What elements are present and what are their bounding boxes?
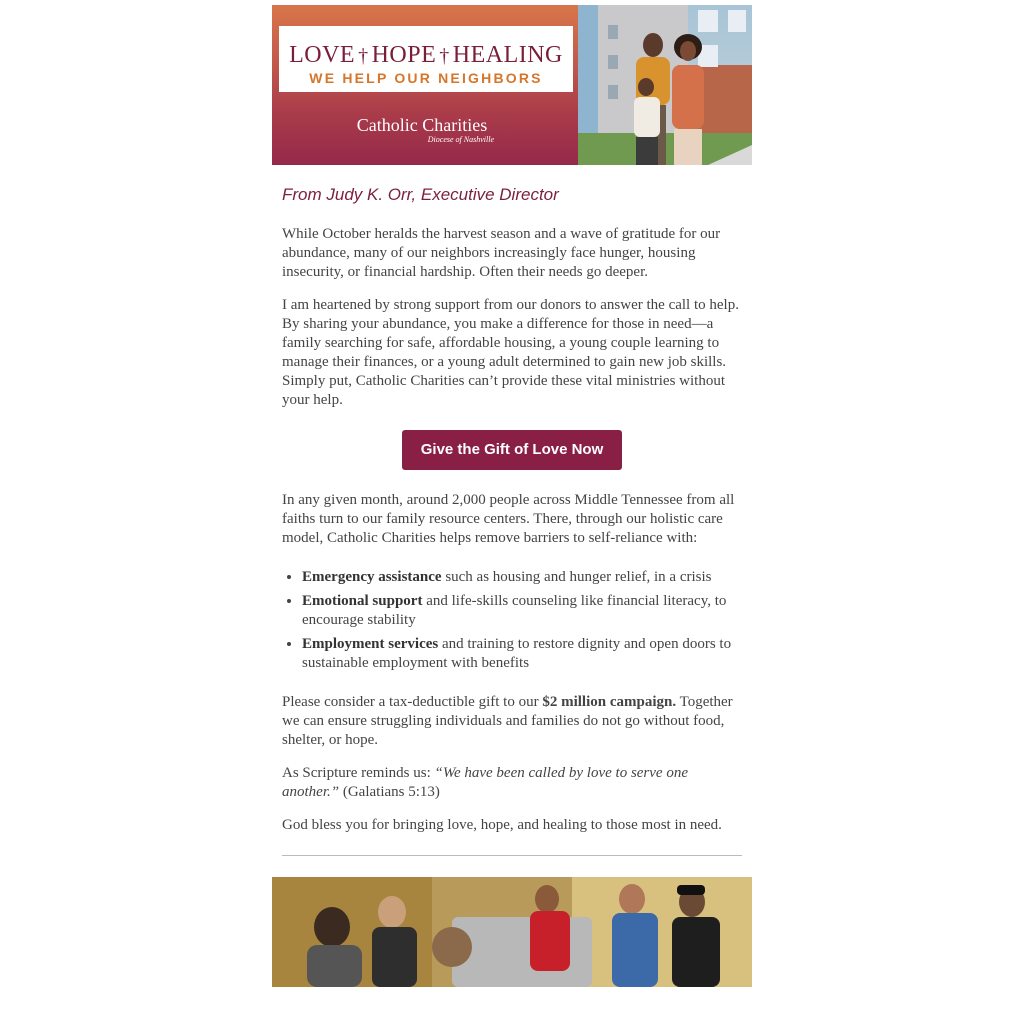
volunteers-photo-illustration bbox=[272, 877, 752, 987]
cta-container bbox=[282, 430, 742, 470]
letter-signature-heading: From Judy K. Orr, Executive Director bbox=[282, 185, 559, 204]
paragraph-resource-centers: In any given month, around 2,000 people across Middle Tennessee from all faiths turn to our family resource centers. There, through our holistic care model, Catholic Charities helps remove barriers to self-reliance with: bbox=[282, 492, 735, 546]
cross-icon: † bbox=[439, 45, 450, 67]
list-item-bold: Emergency assistance bbox=[302, 569, 442, 585]
list-item-text: and training to restore dignity and open doors to sustainable employment with benefits bbox=[302, 636, 732, 671]
org-logo-name: Catholic Charities bbox=[356, 115, 488, 135]
list-item bbox=[302, 635, 742, 673]
list-item bbox=[302, 592, 742, 630]
headline-box bbox=[279, 26, 573, 92]
services-list bbox=[282, 568, 742, 673]
paragraph-scripture bbox=[282, 764, 742, 802]
email-body bbox=[272, 5, 752, 987]
list-item-bold: Employment services bbox=[302, 636, 439, 652]
paragraph-donors: I am heartened by strong support from our donors to answer the call to help. By sharing your abundance, you make a difference for those in need—a family searching for safe, affordable housing, a young couple learning to manage their finances, or a young adult determined to gain new job skills. Simply put, Catholic Charities can’t provide these vital ministries without your help. bbox=[282, 297, 739, 408]
give-gift-button[interactable]: Give the Gift of Love Now bbox=[402, 430, 622, 470]
org-logo-subtitle: Diocese of Nashville bbox=[427, 135, 494, 144]
banner-tagline: WE HELP OUR NEIGHBORS bbox=[309, 70, 543, 86]
banner-brand-panel bbox=[272, 5, 578, 165]
paragraph-campaign bbox=[282, 693, 742, 750]
letter-content bbox=[272, 185, 752, 856]
headline-healing: HEALING bbox=[452, 42, 563, 68]
family-photo-illustration bbox=[578, 5, 752, 165]
list-item bbox=[302, 568, 742, 587]
list-item-bold: Emotional support bbox=[302, 593, 423, 609]
volunteers-photo[interactable] bbox=[272, 877, 752, 987]
headline-love: LOVE bbox=[289, 42, 356, 68]
family-photo bbox=[578, 5, 752, 165]
scripture-intro: As Scripture reminds us: bbox=[282, 765, 435, 781]
campaign-text-pre: Please consider a tax-deductible gift to our bbox=[282, 694, 543, 710]
section-divider bbox=[282, 855, 742, 856]
headline-hope: HOPE bbox=[371, 42, 437, 68]
scripture-citation: (Galatians 5:13) bbox=[339, 784, 440, 800]
campaign-amount: $2 million campaign. bbox=[542, 694, 677, 710]
list-item-text: and life-skills counseling like financial literacy, to encourage stability bbox=[302, 593, 727, 628]
banner-headline bbox=[279, 42, 573, 69]
cross-icon: † bbox=[358, 45, 369, 67]
scripture-quote: “We have been called by love to serve one another.” bbox=[282, 765, 688, 800]
header-banner[interactable] bbox=[272, 5, 752, 165]
paragraph-blessing: God bless you for bringing love, hope, and healing to those most in need. bbox=[282, 817, 722, 833]
paragraph-intro: While October heralds the harvest season and a wave of gratitude for our abundance, many of our neighbors increasingly face hunger, housing insecurity, or financial hardship. Often their needs go deeper. bbox=[282, 226, 721, 280]
campaign-text-post: Together we can ensure struggling individuals and families do not go without food, shelter, or hope. bbox=[282, 694, 733, 748]
list-item-text: such as housing and hunger relief, in a crisis bbox=[441, 569, 712, 585]
